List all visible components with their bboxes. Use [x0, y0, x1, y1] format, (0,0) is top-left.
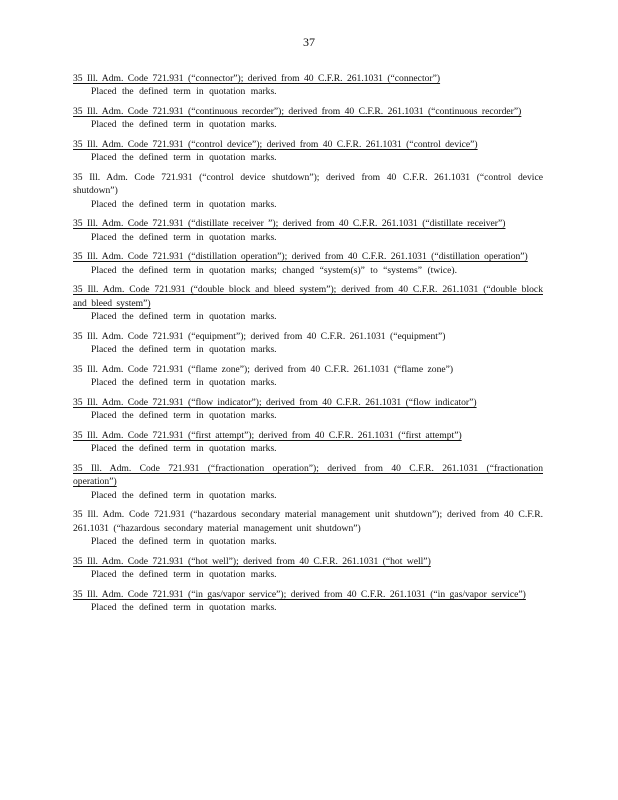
- list-item: [73, 217, 543, 244]
- entry-citation: 35 Ill. Adm. Code 721.931 (“connector”); derived from 40 C.F.R. 261.1031 (“connector”): [73, 73, 441, 84]
- entry-citation: 35 Ill. Adm. Code 721.931 (“hazardous secondary material management unit shutdown”); derived from 40 C.F.R. 261.1031 (“hazardous secondary material management unit shutdown”): [73, 509, 543, 534]
- entry-note: Placed the defined term in quotation marks.: [91, 152, 277, 164]
- entry-citation: 35 Ill. Adm. Code 721.931 (“distillate receiver ”); derived from 40 C.F.R. 261.1031 (“distillate receiver”): [73, 218, 506, 230]
- entry-note: Placed the defined term in quotation marks.: [91, 536, 277, 548]
- entry-note: Placed the defined term in quotation marks.: [91, 198, 277, 210]
- entry-citation: 35 Ill. Adm. Code 721.931 (“equipment”); derived from 40 C.F.R. 261.1031 (“equipment”): [73, 330, 446, 342]
- entry-citation: 35 Ill. Adm. Code 721.931 (“continuous recorder”); derived from 40 C.F.R. 261.1031 (“continuous recorder”): [73, 106, 522, 117]
- entry-note: Placed the defined term in quotation marks.: [91, 86, 277, 98]
- entry-note: Placed the defined term in quotation marks.: [91, 119, 277, 131]
- entry-note: Placed the defined term in quotation marks.: [91, 489, 277, 501]
- list-item: [73, 283, 543, 323]
- list-item: [73, 72, 543, 99]
- entry-note: Placed the defined term in quotation marks.: [91, 443, 277, 455]
- list-item: [73, 330, 543, 357]
- list-item: [73, 508, 543, 548]
- entry-citation: 35 Ill. Adm. Code 721.931 (“fractionation operation”); derived from 40 C.F.R. 261.1031 (“fractionation operation”): [73, 462, 543, 488]
- list-item: [73, 555, 543, 582]
- entry-citation: 35 Ill. Adm. Code 721.931 (“double block and bleed system”); derived from 40 C.F.R. 261.1031 (“double block and bleed system”): [73, 284, 543, 309]
- list-item: [73, 363, 543, 390]
- entry-citation: 35 Ill. Adm. Code 721.931 (“first attempt”); derived from 40 C.F.R. 261.1031 (“first attempt”): [73, 429, 462, 441]
- entry-citation: 35 Ill. Adm. Code 721.931 (“hot well”); derived from 40 C.F.R. 261.1031 (“hot well”): [73, 555, 431, 567]
- entry-note: Placed the defined term in quotation marks.: [91, 569, 277, 581]
- entry-citation: 35 Ill. Adm. Code 721.931 (“in gas/vapor service”); derived from 40 C.F.R. 261.1031 (“in gas/vapor service”): [73, 588, 526, 600]
- entry-note: Placed the defined term in quotation marks.: [91, 344, 277, 356]
- list-item: [73, 105, 543, 132]
- entry-citation: 35 Ill. Adm. Code 721.931 (“flow indicator”); derived from 40 C.F.R. 261.1031 (“flow indicator”): [73, 396, 477, 408]
- entry-citation: 35 Ill. Adm. Code 721.931 (“flame zone”); derived from 40 C.F.R. 261.1031 (“flame zone”): [73, 363, 454, 375]
- list-item: [73, 462, 543, 502]
- list-item: [73, 588, 543, 615]
- entry-note: Placed the defined term in quotation marks.: [91, 602, 277, 614]
- list-item: [73, 250, 543, 277]
- entry-citation: 35 Ill. Adm. Code 721.931 (“distillation operation”); derived from 40 C.F.R. 261.1031 (“distillation operation”): [73, 251, 528, 263]
- entry-note: Placed the defined term in quotation marks.: [91, 231, 277, 243]
- entry-note: Placed the defined term in quotation marks; changed “system(s)” to “systems” (twice).: [91, 264, 458, 276]
- entry-note: Placed the defined term in quotation marks.: [91, 410, 277, 422]
- list-item: [73, 138, 543, 165]
- entry-note: Placed the defined term in quotation marks.: [91, 311, 277, 323]
- entry-citation: 35 Ill. Adm. Code 721.931 (“control device shutdown”); derived from 40 C.F.R. 261.1031 (“control device shutdown”): [73, 172, 543, 197]
- entry-citation: 35 Ill. Adm. Code 721.931 (“control device”); derived from 40 C.F.R. 261.1031 (“control device”): [73, 139, 478, 150]
- list-item: [73, 429, 543, 456]
- list-item: [73, 171, 543, 211]
- entry-note: Placed the defined term in quotation marks.: [91, 377, 277, 389]
- list-item: [73, 396, 543, 423]
- entry-list: [73, 72, 543, 621]
- page-number: 37: [303, 35, 315, 49]
